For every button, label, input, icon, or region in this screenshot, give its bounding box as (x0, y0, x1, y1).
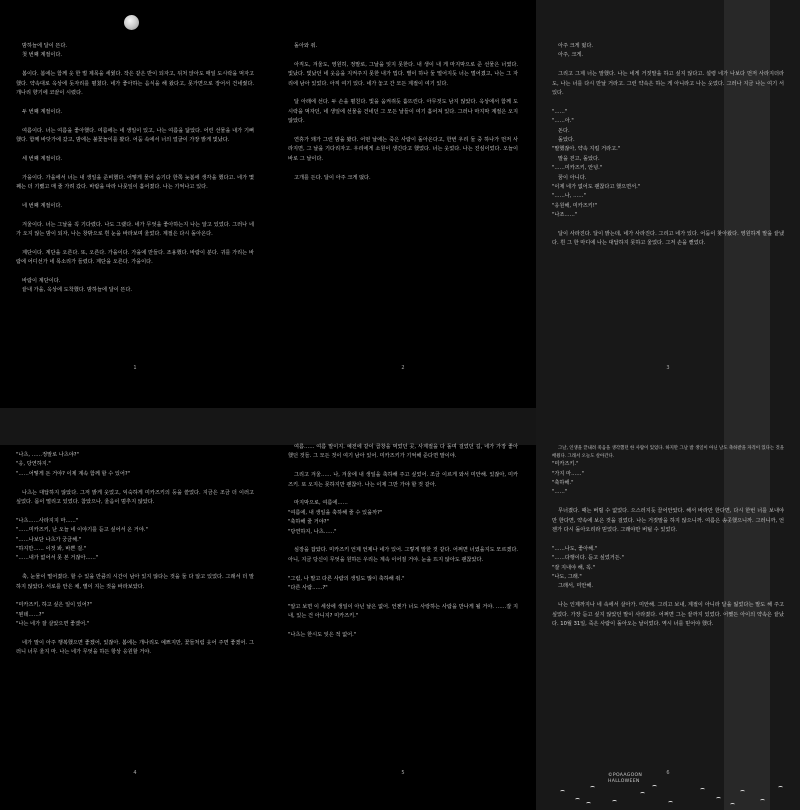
paragraph: "나조……" (552, 212, 578, 219)
paragraph: 첫 번째 계절이다. (22, 52, 63, 59)
paragraph: 아직도, 겨울도, 영원히, 정말로, 그날을 잊지 못한다. 내 생이 내 게 마지막으로 준 선물은 너였다. 빛났다. 빛났던 네 웃음을 지켜주지 못한 내가 밉다. 별이 하나 둘 떨어지듯 너는 멀어졌고, 나는 그 자리에 남아 있었다. 아직 여기 있다. 네가 놓고 간 모든 계절이 여기 있다. (288, 61, 518, 87)
paragraph: 밤하늘에 달이 뜬다. (22, 43, 68, 49)
paragraph: "나츠는 한시도 잊은 적 없어." (288, 632, 357, 639)
page-6-intro (552, 445, 784, 460)
bird-icon (590, 786, 595, 789)
paragraph: 두 번째 계절이다. (22, 108, 63, 115)
paragraph: "미카즈키, 하고 싶은 일이 있어?" (16, 602, 92, 609)
paragraph: "……내가 없어서 못 본 거잖아……" (16, 555, 99, 562)
paragraph: 끝내 가을, 옥상에 도착했다. 밤하늘에 달이 뜬다. (22, 287, 133, 294)
paragraph: 그리고 겨울…… 나, 겨울에 내 생일을 축하해 주고 싶었어. 조금 이르게 와서 미안해. 있잖아, 미카즈키. 또 오지는 못하지만 괜찮아. 나는 이제 그만 가야 할 것 같아. (288, 472, 518, 488)
page-3 (536, 0, 800, 405)
paragraph: 마지막으로, 여름에…… (294, 500, 348, 507)
paragraph: 연휴가 돼가 그런 밤을 봤다. 어떤 날에는 죽은 사람이 돌아온다고, 한번 우리 둘 중 하나가 먼저 사라지면, 그 날을 기다리자고. 우리에게 소원이 생긴다고 했었다. 너는 웃었다. 나는 진심이었다. 오늘이 바로 그 날이다. (288, 137, 518, 162)
paragraph: 축, 눈물이 떨어졌다. 할 수 있을 만큼의 시간이 남아 있지 않다는 것을 둘 다 알고 있었다. 그래서 더 말하지 않았다. 서로를 안은 채, 별이 지는 것을 바라보았다. (16, 574, 254, 590)
page-number: 1 (133, 365, 137, 371)
paragraph: "축하해 줄 거야?" (288, 519, 329, 526)
paragraph: "……미카즈키, 난 오늘 네 이야기를 듣고 싶어서 온 거야." (16, 527, 148, 534)
paragraph: 네가 말이 아주 행복했으면 좋겠어, 있잖아. 봄에는 개나리도 예쁘지만, 꽃들처럼 웃어 주면 좋겠어. 그러니 너무 울지 마. 나는 네가 무엇을 하든 항상 응원할 거야. (16, 640, 254, 656)
paragraph: 네 번째 계절이다. (22, 202, 63, 209)
bird-icon (560, 790, 565, 793)
paragraph: "……" (552, 108, 568, 115)
paragraph: "나츠, ……정말로 나츠야?" (16, 452, 79, 458)
paragraph: 달 아래에 선다. 두 손을 펼친다. 빛을 움켜쥐듯 흩뜨린다. 아무것도 남지 않았다. 옥상에서 함께 도시락을 먹자던, 네 생일에 선물을 건네던 그 모든 날들이 여기 흩어져 있다. 그러나 마지막 계절은 오지 않았다. (288, 99, 518, 125)
paragraph: 세 번째 계절이다. (22, 155, 63, 162)
paragraph: "축하해." (552, 480, 574, 486)
paragraph: 봄이다. 봄에는 함께 옷 한 벌 제목을 세웠다. 작은 같은 반이 되자고, 뒤처 앉아도 매일 도시락을 먹자고 했다. 약속대로 옥상에 돗자리를 펼쳤다. 네가 좋아하는 음식을 해 왔다고, 못가면으로 장어서 건네줬다. 개나리 향기에 코끝이 시렸다. (16, 71, 254, 97)
paragraph: 그리고 그제 너는 말했다. 나는 네게 거짓말을 하고 싶지 않다고. 설령 네가 나보다 먼저 사라지더라도, 나는 너를 다시 만날 거라고. 그런 약속은 하는 게 아니라고 나는 웃었다. 그러나 지금 나는 여기 서 있다. (552, 71, 784, 97)
paragraph: 꿈이 아니다. (558, 174, 587, 181)
paragraph: 아주 크게 떴다. (558, 43, 594, 49)
paragraph: "……나보단 나츠가 궁금해." (16, 536, 82, 543)
bird-icon (778, 786, 783, 789)
paragraph: 계단이다. 계단을 오른다. 또, 오른다. 가을이다. 가을에 만들다. 조용했다. 바람이 분다. 귀를 가리는 바람에 어디선가 네 목소리가 들렸다. 계단을 오른다. 가을이다. (16, 249, 254, 266)
paragraph: 겨울이다. 너는 그날을 꼭 기다렸다. 나도 그랬다. 네가 무엇을 좋아하는지 나는 알고 있었다. 그러나 네가 오지 않는 밤이 되자, 나는 창밖으로 흰 눈을 바라보며 울었다. 계절은 다시 돌아온다. (16, 221, 254, 238)
paragraph: "미카즈키." (552, 461, 579, 468)
page-number: 2 (401, 365, 405, 371)
page-number: 6 (666, 770, 670, 776)
page-6 (536, 405, 800, 810)
paragraph: 가을이다. 가을에서 너는 내 생일을 준비했다. 어떻게 물어 숨기다 한쪽 늦봄에 생각을 했다고. 네가 몇 째는 더 기뻤고 매 줄 가려 갔다. 바람을 따라 나뭇잎이 흩어졌다. 나는 기억나고 있다. (16, 174, 254, 191)
paragraph: "……어떻게 돈 거야? 이제 계속 함께 할 수 있어?" (16, 470, 131, 477)
paragraph: 심장을 잡았다. 미카즈키 언제 언제나 네가 있어. 그렇게 말한 것 같다. 어쩌면 너였을지도 모르겠다. 아니, 지금 당신이 무엇을 원하든 우리는 계속 이어질 거야. 눈을 뜨지 않아도 괜찮았다. (288, 547, 518, 563)
bird-icon (716, 797, 721, 800)
paragraph: 돌았다. (558, 137, 575, 144)
bird-icon (700, 788, 705, 791)
bird-icon (740, 790, 745, 793)
page-5 (272, 405, 534, 810)
paragraph: 나츠는 대답하지 않았다. 그저 밝게 웃었고, 익숙하게 미카즈키의 등을 쓸었다. 지금은 조금 더 이러고 싶었다. 몸이 떨리고 있었다. 참았으나, 울음이 멈추지 않았다. (16, 489, 254, 506)
paragraph: "……다행이다. 듣고 싶었거든." (552, 555, 624, 562)
signature-name: ©POAAGOON (608, 773, 643, 778)
paragraph: "응, 당연하지." (16, 461, 51, 468)
paragraph: 돈다. (558, 127, 570, 134)
page-number: 5 (401, 770, 405, 776)
bird-icon (730, 803, 735, 806)
paragraph: 고개를 든다. 달이 아주 크게 떴다. (294, 174, 371, 181)
page-1 (0, 0, 270, 405)
paragraph: "말했잖아, 약속 지킬 거라고." (552, 146, 621, 153)
paragraph: 나는 인제까지나 네 속에서 살아가. 미안해. 그리고 보내, 계절이 아니라 달을 잃었다는 말도 해 주고 싶었다. 가장 듣고 싶지 않았던 말이 사라졌다. 어쩌면 그는 끝까지 있었다. 어쨌든 아이의 약속은 끝났다. 10월 31일, 죽은 사람이 돌아오는 날이었다. 역시 너를 믿어야 했다. (552, 602, 784, 628)
bird-icon (612, 800, 617, 803)
paragraph: "뭔데……?" (16, 611, 44, 618)
paragraph: "가지 마……" (552, 470, 584, 477)
page-4 (0, 405, 270, 810)
paragraph: "알고 보면 이 세상에 생일이 아닌 날은 없어. 언젠가 너도 사랑하는 사람을 만나게 될 거야. ……잘 지내, 있는 건 아니지? 미카즈키." (288, 603, 518, 620)
paragraph: "여름에, 내 생일을 축하해 줄 수 있을까?" (288, 509, 383, 516)
paragraph: "나는 네가 잘 살았으면 좋겠어." (16, 621, 90, 628)
paragraph: 말을 걷고, 돌았다. (558, 155, 600, 162)
paragraph: 여름…… 여름 말이지. 예전에 같이 곱창을 먹었던 곳, 사계절을 다 돌며 걸었던 길, 네가 가장 좋아했던 것들. 그 모든 것이 여기 남아 있어. 미카즈키가 기억해 준다면 말이야. (288, 444, 518, 460)
paragraph: 아주, 크게. (558, 52, 583, 59)
signature-sub: HALLOWEEN (608, 779, 640, 784)
bird-icon (760, 799, 765, 802)
bird-icon (575, 798, 580, 801)
paragraph: 그래서, 미안해. (558, 583, 594, 590)
paragraph: "응원해, 미카즈키!" (552, 202, 598, 209)
page-number: 4 (133, 770, 137, 776)
paragraph: "잘 지내야 해, 꼭." (552, 564, 596, 571)
bird-icon (640, 792, 645, 795)
paragraph: "나도, 그래." (552, 574, 582, 581)
paragraph: 달이 사라진다. 달이 밝는데, 네가 사라진다. 그리고 네가 있다. 어둠이 찾아왔다. 영원하게 말을 끝냈다. 흰 그 한 마디에 나는 대답하지 못하고 울었다. 그저 손을 뻗었다. (552, 231, 784, 247)
paragraph: "……나, ……" (552, 193, 586, 200)
bird-icon (668, 801, 673, 804)
intro-text: 그날, 인생을 끝내려 죽음을 생각했던 한 사람이 있었다. 하지만 그날 밤 생일이 아닌 날도 축하받을 자격이 있다는 것을 배웠다. 그래서 오늘도 살아간다. (552, 446, 784, 459)
paragraph: "이제 네가 없어도 괜찮다고 했으면서." (552, 184, 641, 191)
paragraph: "나츠……사라지지 마……" (16, 517, 79, 524)
paragraph: 여름이다. 너는 여름을 좋아했다. 여름에는 네 생일이 있고, 나는 여름을 닮았다. 어린 선물을 내가 기뻐했다. 함께 바닷가에 갔고, 밤에는 불꽃놀이를 봤다. 어둠 속에서 너의 얼굴이 가장 밝게 빛났다. (16, 127, 254, 144)
paragraph: "하지만…… 이것 봐, 바쁜 걸." (16, 546, 87, 553)
bird-icon (652, 785, 657, 788)
page-number: 3 (666, 365, 670, 371)
paragraph: "……" (552, 489, 568, 496)
paragraph: 무너졌다. 때는 버릴 수 없었다. 으스러지듯 끌어안았다. 해서 바라만 한다면, 다시 한번 너를 보내야만 한다면, 약속에 보은 것을 걸었다. 나는 거짓말을 하지 않으니까. 여름은 송곳했으니까. 그러니까, 언젠가 다시 돌아오리라 믿었다. 그래야만 버틸 수 있었다. (552, 508, 784, 534)
paragraph: "……아." (552, 118, 574, 125)
page-2 (272, 0, 534, 405)
bird-icon (586, 802, 591, 805)
paragraph: 돌아와 줘. (294, 43, 318, 49)
paragraph: 바람이 계단이다. (22, 278, 61, 285)
paragraph: "다른 사람……?" (288, 585, 328, 592)
paragraph: "……나도, 좋아해." (552, 545, 598, 552)
paragraph: "……미카즈키, 안녕." (552, 165, 603, 172)
paragraph: "당연하지, 나츠……" (288, 528, 337, 535)
signature (608, 773, 642, 785)
paragraph: "그럼, 나 말고 다른 사람의 생일도 많이 축하해 줘." (288, 575, 405, 582)
